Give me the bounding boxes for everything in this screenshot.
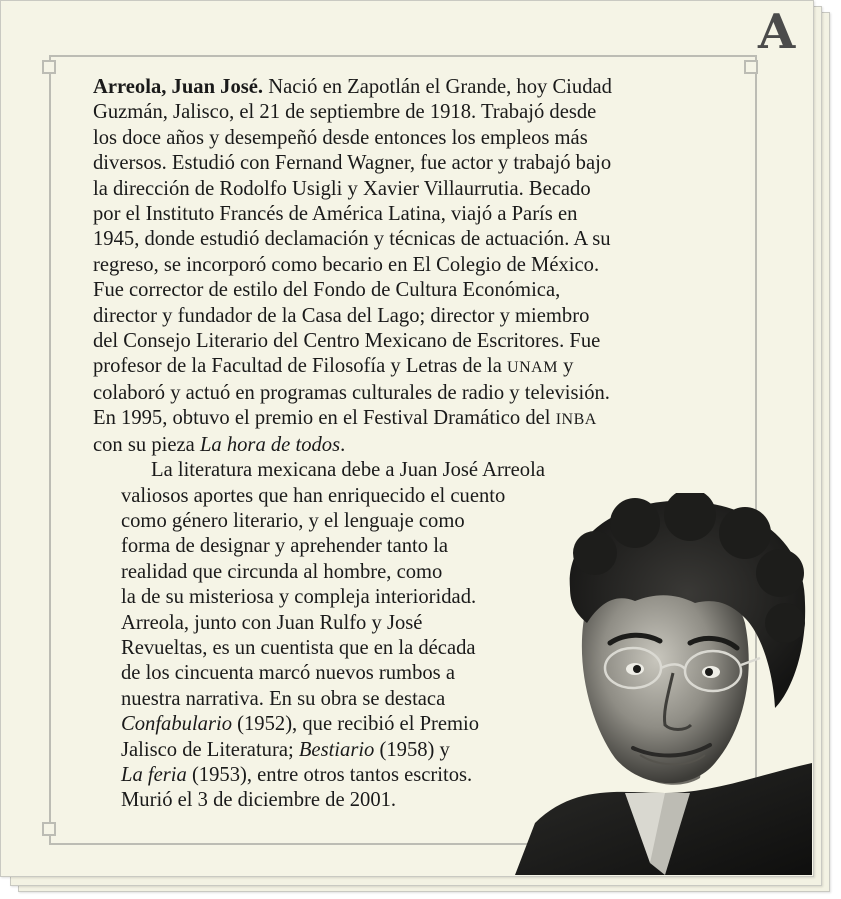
text-line: 1945, donde estudió declamación y técnicas de actuación. A su: [93, 228, 611, 251]
work-title: Confabulario: [121, 713, 232, 736]
text-line: Confabulario (1952), que recibió el Premio: [121, 713, 480, 736]
text-line: los doce años y desempeñó desde entonces los empleos más: [93, 126, 588, 149]
text-line: forma de designar y aprehender tanto la: [121, 535, 449, 558]
paragraph-1: [93, 75, 718, 458]
frame-corner-top-left: [42, 60, 56, 74]
text-line: nuestra narrativa. En su obra se destaca: [121, 687, 446, 710]
text-line: profesor de la Facultad de Filosofía y Letras de la UNAM y: [93, 355, 574, 378]
frame-corner-top-right: [744, 60, 758, 74]
text-line: de los cincuenta marcó nuevos rumbos a: [121, 662, 455, 685]
text-line: con su pieza La hora de todos.: [93, 433, 346, 456]
author-portrait-illustration: [515, 493, 812, 875]
text-line: Murió el 3 de diciembre de 2001.: [121, 789, 397, 812]
acronym-unam: UNAM: [507, 359, 558, 377]
work-title: Bestiario: [298, 738, 375, 761]
frame-corner-bottom-left: [42, 822, 56, 836]
entry-name: Arreola, Juan José.: [93, 76, 264, 98]
text-line: Arreola, junto con Juan Rulfo y José: [121, 611, 423, 634]
text-line: En 1995, obtuvo el premio en el Festival Dramático del INBA: [93, 407, 597, 430]
text-line: realidad que circunda al hombre, como: [121, 560, 443, 583]
text-line: Guzmán, Jalisco, el 21 de septiembre de 1918. Trabajó desde: [93, 101, 597, 124]
text-line: La literatura mexicana debe a Juan José Arreola: [151, 459, 545, 482]
text-line: Fue corrector de estilo del Fondo de Cultura Económica,: [93, 279, 561, 302]
acronym-inba: INBA: [555, 411, 597, 429]
text-line: la de su misteriosa y compleja interioridad.: [121, 586, 477, 609]
text-line: colaboró y actuó en programas culturales de radio y televisión.: [93, 381, 610, 404]
text-line: por el Instituto Francés de América Latina, viajó a París en: [93, 203, 578, 226]
text-line: diversos. Estudió con Fernand Wagner, fue actor y trabajó bajo: [93, 152, 612, 175]
text-line: del Consejo Literario del Centro Mexicano de Escritores. Fue: [93, 330, 601, 353]
work-title: La feria: [121, 763, 187, 786]
section-letter: A: [758, 4, 796, 60]
text-line: Arreola, Juan José. Nació en Zapotlán el Grande, hoy Ciudad: [93, 76, 612, 98]
text-line: director y fundador de la Casa del Lago; director y miembro: [93, 304, 590, 327]
text-line: como género literario, y el lenguaje como: [121, 509, 465, 532]
text-line: Jalisco de Literatura; Bestiario (1958) y: [121, 738, 450, 761]
text-line: valiosos aportes que han enriquecido el cuento: [121, 484, 506, 507]
text-line: Revueltas, es un cuentista que en la década: [121, 636, 476, 659]
work-title: La hora de todos: [199, 433, 341, 456]
text-line: La feria (1953), entre otros tantos escritos.: [121, 763, 473, 786]
text-line: la dirección de Rodolfo Usigli y Xavier Villaurrutia. Becado: [93, 177, 591, 200]
text-line: regreso, se incorporó como becario en El Colegio de México.: [93, 253, 600, 276]
